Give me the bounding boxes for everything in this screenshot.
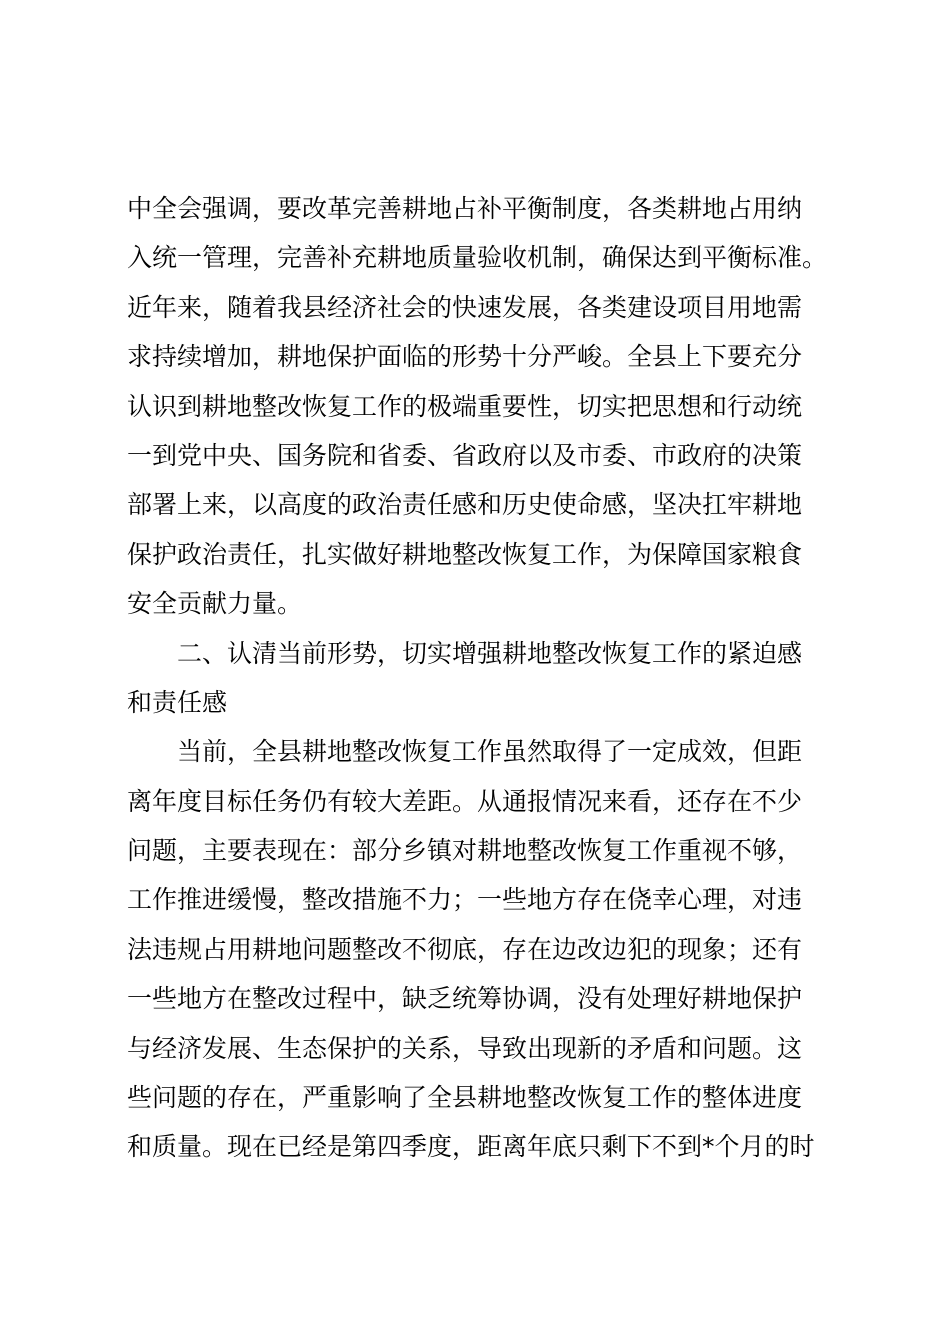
text-line: 问题，主要表现在：部分乡镇对耕地整改恢复工作重视不够， <box>127 836 803 866</box>
text-line: 保护政治责任，扎实做好耕地整改恢复工作，为保障国家粮食 <box>127 539 803 569</box>
text-line: 法违规占用耕地问题整改不彻底，存在边改边犯的现象；还有 <box>127 934 803 964</box>
text-line: 离年度目标任务仍有较大差距。从通报情况来看，还存在不少 <box>127 786 803 816</box>
text-line: 些问题的存在，严重影响了全县耕地整改恢复工作的整体进度 <box>127 1083 803 1113</box>
text-line: 当前，全县耕地整改恢复工作虽然取得了一定成效，但距 <box>127 737 803 767</box>
text-line: 一到党中央、国务院和省委、省政府以及市委、市政府的决策 <box>127 440 803 470</box>
text-line: 认识到耕地整改恢复工作的极端重要性，切实把思想和行动统 <box>127 391 803 421</box>
text-line: 工作推进缓慢，整改措施不力；一些地方存在侥幸心理，对违 <box>127 885 803 915</box>
text-line: 求持续增加，耕地保护面临的形势十分严峻。全县上下要充分 <box>127 342 803 372</box>
text-line: 近年来，随着我县经济社会的快速发展，各类建设项目用地需 <box>127 292 803 322</box>
text-line: 与经济发展、生态保护的关系，导致出现新的矛盾和问题。这 <box>127 1033 803 1063</box>
section-heading-line: 和责任感 <box>127 687 228 717</box>
text-line: 一些地方在整改过程中，缺乏统筹协调，没有处理好耕地保护 <box>127 984 803 1014</box>
text-line: 部署上来，以高度的政治责任感和历史使命感，坚决扛牢耕地 <box>127 490 803 520</box>
text-line: 中全会强调，要改革完善耕地占补平衡制度，各类耕地占用纳 <box>127 194 803 223</box>
text-line: 安全贡献力量。 <box>127 589 303 619</box>
text-line: 和质量。现在已经是第四季度，距离年底只剩下不到*个月的时 <box>127 1132 815 1162</box>
text-line: 入统一管理，完善补充耕地质量验收机制，确保达到平衡标准。 <box>127 243 828 273</box>
section-heading-line: 二、认清当前形势，切实增强耕地整改恢复工作的紧迫感 <box>127 638 803 668</box>
body-text <box>127 184 847 1172</box>
